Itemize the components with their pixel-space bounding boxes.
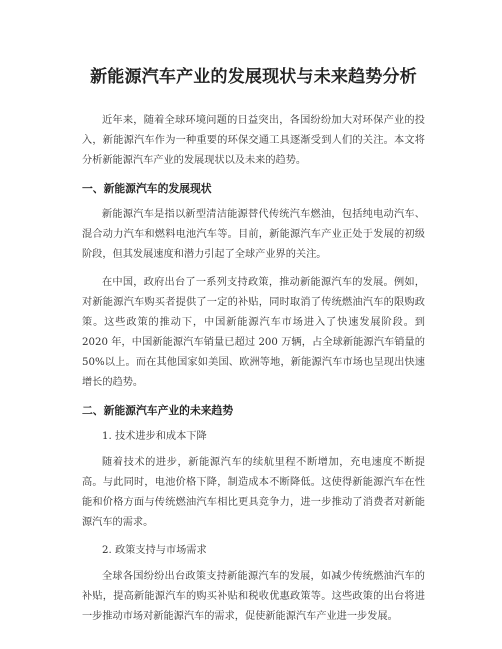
document-title: 新能源汽车产业的发展现状与未来趋势分析 xyxy=(90,67,417,87)
section1-paragraph-1: 新能源汽车是指以新型清洁能源替代传统汽车燃油，包括纯电动汽车、混合动力汽车和燃料电池汽车等。目前，新能源汽车产业正处于发展的初级阶段，但其发展速度和潜力引起了全球产业界的关注。 xyxy=(82,209,425,260)
intro-paragraph: 近年来，随着全球环境问题的日益突出，各国纷纷加大对环保产业的投入，新能源汽车作为一种重要的环保交通工具逐渐受到人们的关注。本文将分析新能源汽车产业的发展现状以及未来的趋势。 xyxy=(82,115,425,166)
section1-paragraph-2: 在中国，政府出台了一系列支持政策，推动新能源汽车的发展。例如，对新能源汽车购买者提供了一定的补贴，同时取消了传统燃油汽车的限购政策。这些政策的推动下，中国新能源汽车市场进入了快速发展阶段。到 2020 年，中国新能源汽车销量已超过 200 万辆，占全球新能源汽车销量的 50%以上。而在其他国家如美国、欧洲等地，新能源汽车市场也呈现出快速增长的趋势。 xyxy=(82,277,425,388)
section2-paragraph-1: 随着技术的进步，新能源汽车的续航里程不断增加，充电速度不断提高。与此同时，电池价格下降，制造成本不断降低。这使得新能源汽车在性能和价格方面与传统燃油汽车相比更具竞争力，进一步推动了消费者对新能源汽车的需求。 xyxy=(82,457,425,528)
section-heading-future-trends: 二、新能源汽车产业的未来趋势 xyxy=(82,404,234,417)
section2-paragraph-2: 全球各国纷纷出台政策支持新能源汽车的发展，如减少传统燃油汽车的补贴，提高新能源汽车的购买补贴和税收优惠政策等。这些政策的出台将进一步推动市场对新能源汽车的需求，促使新能源汽车产业进一步发展。 xyxy=(82,571,425,622)
subheading-policy-market: 2. 政策支持与市场需求 xyxy=(102,545,207,556)
subheading-technology-cost: 1. 技术进步和成本下降 xyxy=(102,431,207,442)
section-heading-current-status: 一、新能源汽车的发展现状 xyxy=(82,182,212,195)
